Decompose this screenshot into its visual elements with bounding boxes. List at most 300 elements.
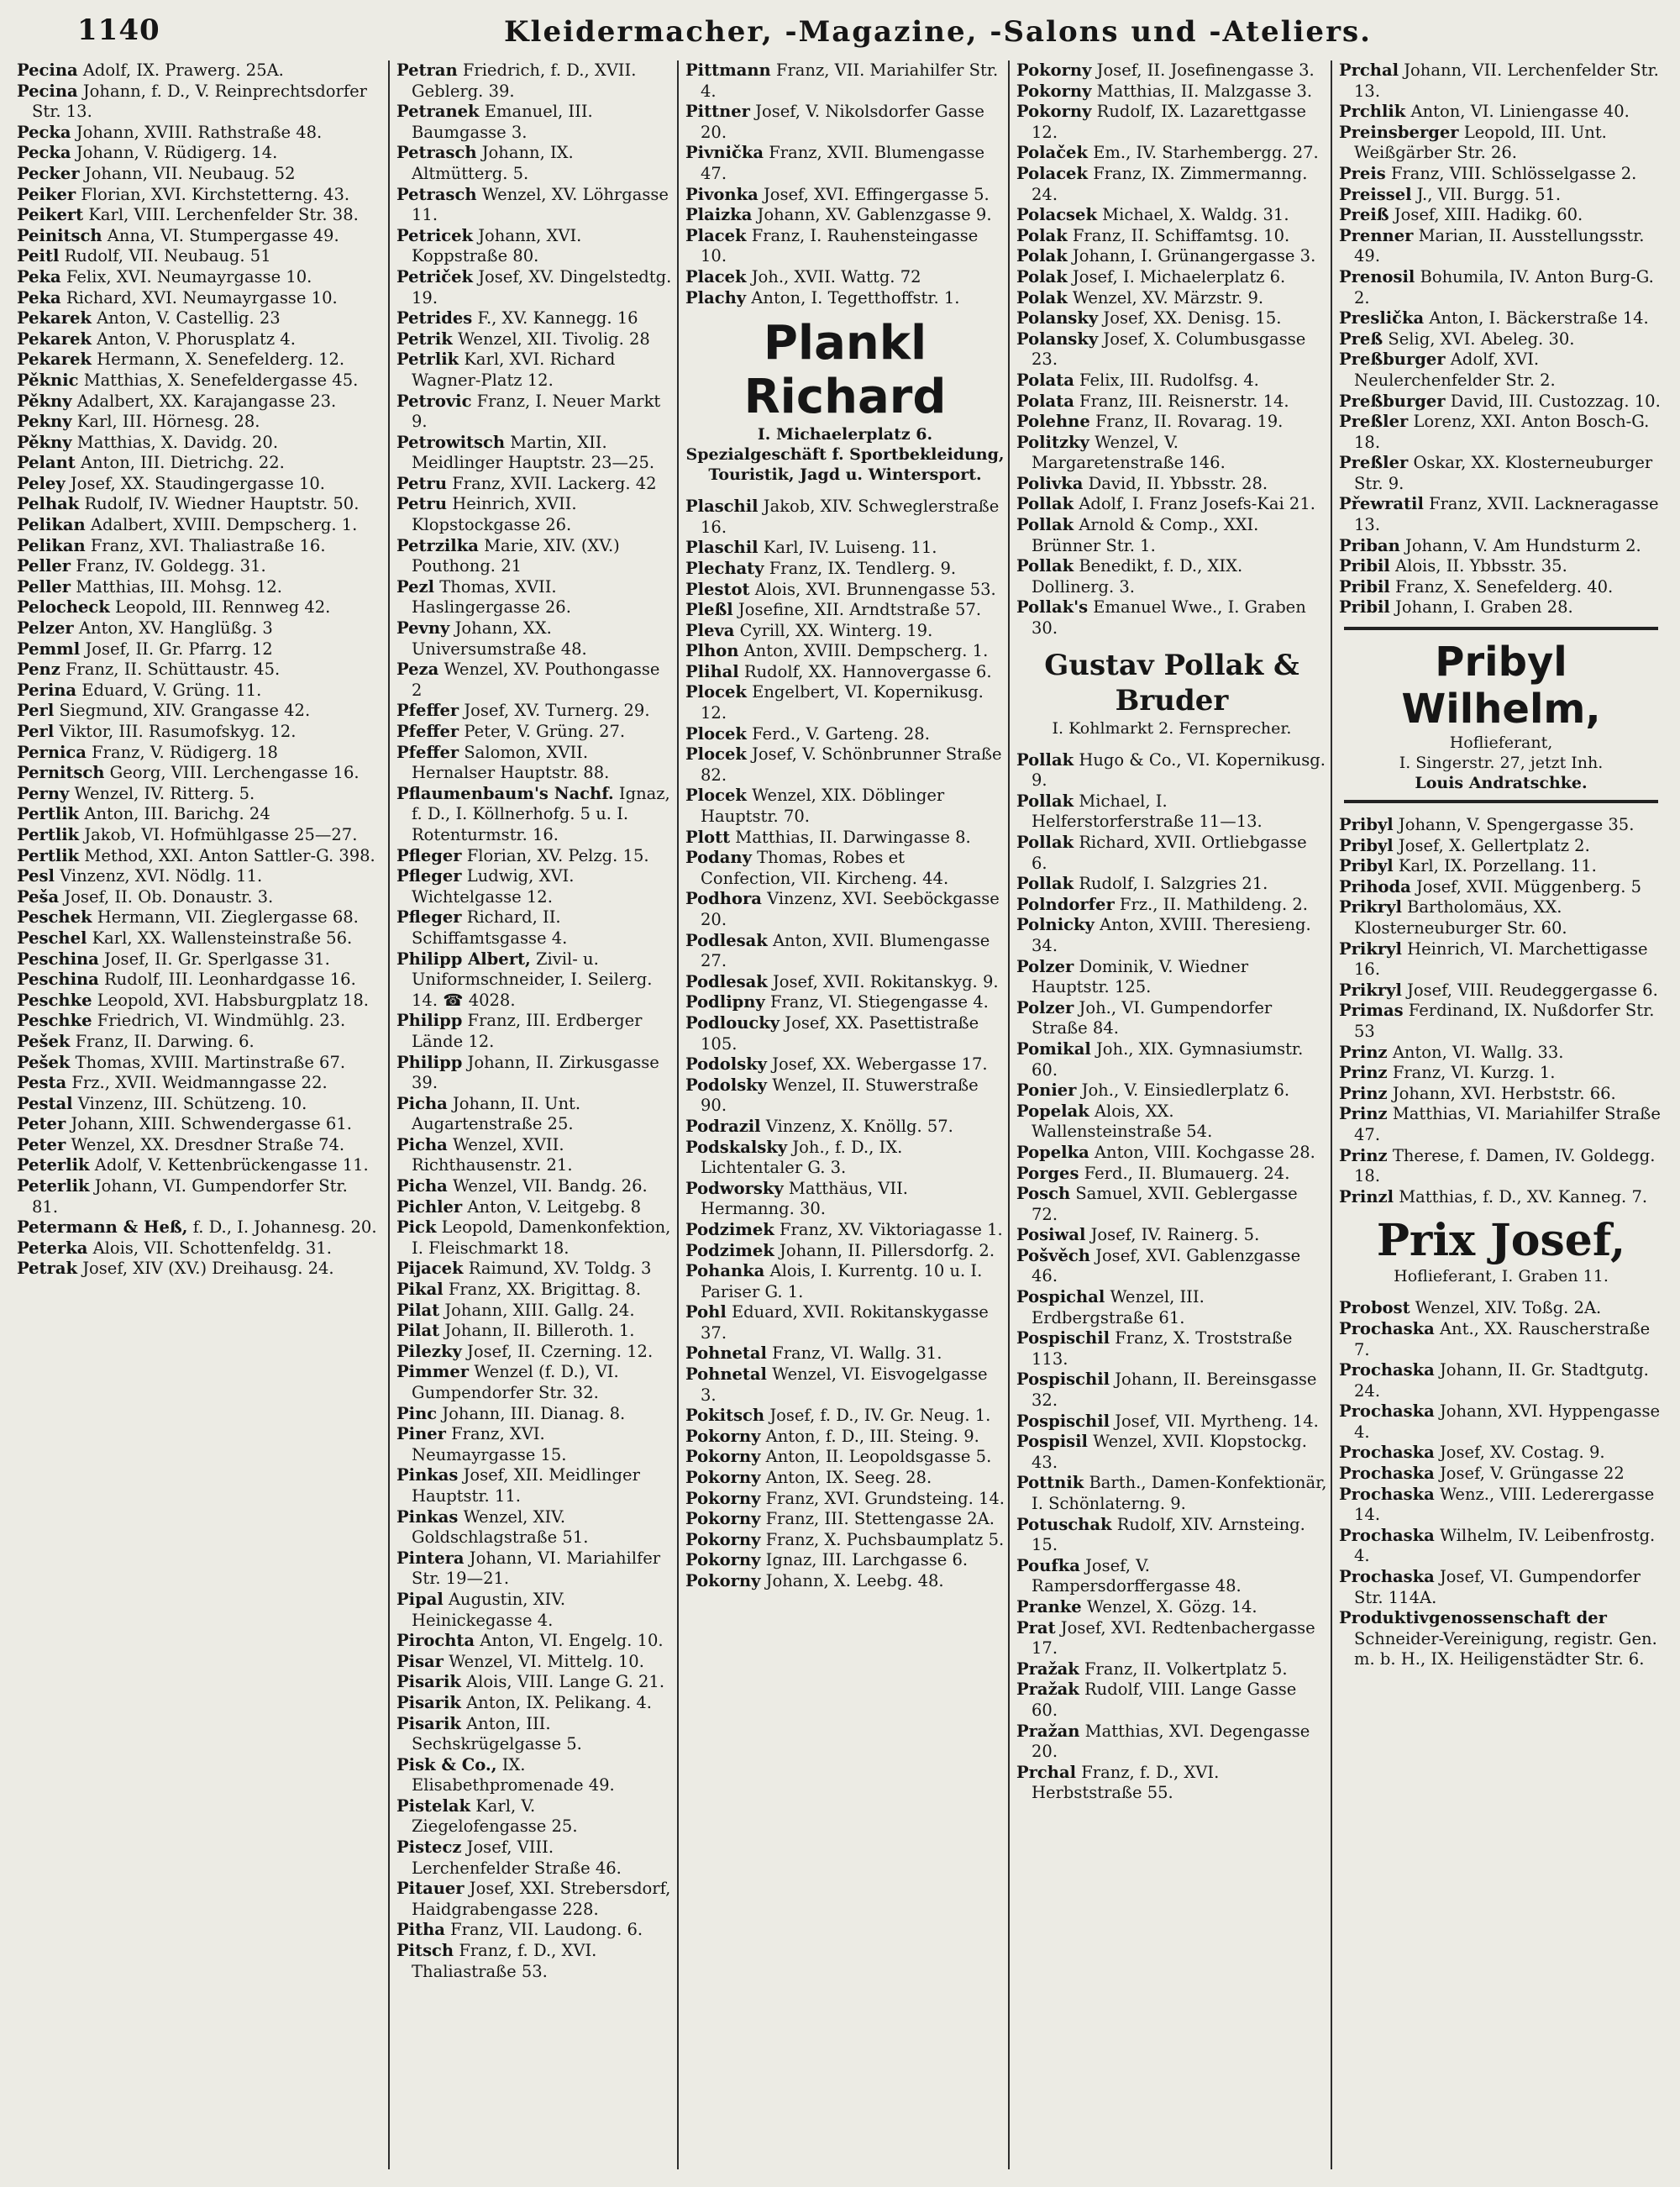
entry-surname: Pollak	[1016, 749, 1074, 770]
column-4	[1008, 60, 1327, 2169]
directory-entry	[685, 1220, 1005, 1241]
entry-details: Barth., Damen-Konfektionär, I. Schönlaterng. 9.	[1032, 1473, 1327, 1513]
entry-surname: Peterlik	[17, 1155, 90, 1175]
directory-entry	[17, 494, 378, 515]
entry-surname: Primas	[1339, 1001, 1404, 1021]
ad-line: Spezialgeschäft f. Sportbekleidung, Touristik, Jagd u. Wintersport.	[685, 445, 1005, 485]
entry-surname: Pleßl	[685, 600, 733, 620]
directory-entry	[17, 392, 378, 413]
directory-entry	[17, 267, 378, 288]
directory-entry	[1016, 1412, 1327, 1433]
entry-surname: Perl	[17, 722, 55, 741]
entry-surname: Poufka	[1016, 1555, 1080, 1575]
directory-entry	[17, 1176, 378, 1217]
directory-entry	[1016, 205, 1327, 226]
entry-surname: Peterka	[17, 1238, 88, 1258]
entry-details: Franz, VI. Kurzg. 1.	[1392, 1063, 1556, 1083]
entry-surname: Prochaska	[1339, 1318, 1435, 1338]
entry-details: Alois, VIII. Lange G. 21.	[466, 1672, 665, 1692]
directory-entry	[685, 1509, 1005, 1530]
directory-entry	[685, 786, 1005, 827]
directory-entry	[396, 60, 674, 102]
entry-details: Wenzel, XII. Tivolig. 28	[457, 329, 650, 349]
entry-surname: Polata	[1016, 370, 1074, 390]
entry-surname: Pintera	[396, 1548, 465, 1568]
directory-entry	[1339, 815, 1663, 836]
entry-surname: Petriček	[396, 266, 474, 287]
entry-surname: Peša	[17, 886, 60, 907]
entry-details: Karl, IX. Porzellang. 11.	[1398, 856, 1597, 876]
directory-entry	[1016, 1101, 1327, 1143]
entry-surname: Podhora	[685, 889, 762, 909]
entry-details: Matthias, II. Darwingasse 8.	[735, 827, 971, 847]
entry-surname: Plhon	[685, 641, 739, 661]
entry-details: Anton, f. D., III. Steing. 9.	[765, 1426, 979, 1446]
directory-entry	[685, 641, 1005, 662]
entry-surname: Plocek	[685, 786, 747, 806]
entry-details: Bartholomäus, XX. Klosterneuburger Str. 60.	[1354, 897, 1567, 938]
entry-surname: Pecka	[17, 143, 71, 163]
entry-surname: Podworsky	[685, 1178, 784, 1198]
entry-details: Wenzel, XV. Löhrgasse 11.	[412, 184, 669, 225]
directory-entry	[685, 848, 1005, 889]
entry-details: Raimund, XV. Toldg. 3	[468, 1259, 652, 1279]
directory-entry	[396, 1548, 674, 1590]
entry-details: Heinrich, XVII. Klopstockgasse 26.	[412, 494, 577, 535]
entry-surname: Prinz	[1339, 1145, 1388, 1165]
entry-surname: Pikal	[396, 1280, 444, 1300]
entry-details: Josef, XVI. Redtenbachergasse 17.	[1032, 1617, 1315, 1659]
entry-surname: Plocek	[685, 744, 747, 765]
directory-entry	[396, 1424, 674, 1465]
entry-surname: Pollak	[1016, 556, 1074, 576]
entry-surname: Ponier	[1016, 1080, 1077, 1101]
entry-details: Franz, XVI. Thaliastraße 16.	[90, 535, 326, 555]
entry-surname: Pekarek	[17, 350, 92, 370]
entry-details: Matthias, XVI. Degengasse 20.	[1032, 1721, 1310, 1762]
directory-entry	[1339, 556, 1663, 577]
entry-surname: Plaschil	[685, 538, 759, 558]
directory-entry	[396, 1672, 674, 1693]
directory-entry	[396, 846, 674, 867]
directory-entry	[396, 1217, 674, 1259]
directory-entry	[685, 662, 1005, 683]
directory-entry	[396, 1941, 674, 1982]
entry-details: Wenzel, XX. Dresdner Straße 74.	[71, 1134, 345, 1154]
directory-entry	[685, 1343, 1005, 1364]
directory-entry	[396, 1590, 674, 1631]
entry-details: Franz, VII. Mariahilfer Str. 4.	[701, 60, 999, 101]
entry-details: Franz, VI. Wallg. 31.	[772, 1343, 942, 1364]
directory-entry	[17, 577, 378, 598]
directory-entry	[1016, 246, 1327, 267]
entry-surname: Prchal	[1339, 60, 1399, 80]
entry-details: Wenzel, V. Margaretenstraße 146.	[1032, 432, 1226, 473]
entry-details: Johann, V. Am Hundsturm 2.	[1405, 535, 1641, 555]
entry-surname: Pribyl	[1339, 856, 1394, 876]
entry-surname: Philipp Albert,	[396, 949, 531, 969]
entry-details: Anton, II. Leopoldsgasse 5.	[765, 1447, 992, 1467]
entry-details: Wenzel, III. Erdbergstraße 61.	[1032, 1287, 1205, 1327]
entry-details: Joh., XIX. Gymnasiumstr. 60.	[1032, 1038, 1304, 1080]
directory-entry	[1339, 1360, 1663, 1401]
entry-surname: Peza	[396, 660, 439, 680]
directory-entry	[396, 1259, 674, 1280]
advertisement	[685, 317, 1005, 485]
entry-details: Josef, XIII. Hadikg. 60.	[1394, 205, 1583, 225]
entry-surname: Pranke	[1016, 1596, 1082, 1617]
entry-details: Wenzel (f. D.), VI. Gumpendorfer Str. 32.	[412, 1362, 619, 1402]
entry-details: Marie, XIV. (XV.) Pouthong. 21	[412, 535, 620, 576]
entry-details: Josef, f. D., IV. Gr. Neug. 1.	[769, 1406, 991, 1426]
entry-details: IX. Elisabethpromenade 49.	[412, 1754, 615, 1795]
entry-details: Franz, XVI. Grundsteing. 14.	[765, 1488, 1005, 1508]
entry-details: Vinzenz, XVI. Seeböckgasse 20.	[701, 889, 1000, 929]
entry-details: Anton, III. Sechskrügelgasse 5.	[412, 1713, 582, 1754]
entry-details: Alois, I. Kurrentg. 10 u. I. Pariser G. 1.	[701, 1261, 983, 1301]
entry-surname: Pollak	[1016, 515, 1074, 535]
entry-surname: Penz	[17, 660, 60, 680]
directory-entry	[1016, 164, 1327, 205]
entry-details: Alois, VII. Schottenfeldg. 31.	[92, 1238, 332, 1258]
entry-surname: Plestot	[685, 579, 750, 599]
entry-surname: Petran	[396, 60, 458, 80]
directory-entry	[1339, 185, 1663, 206]
directory-entry	[1016, 1287, 1327, 1328]
entry-details: Josef, II. Czerning. 12.	[467, 1341, 654, 1361]
directory-entry	[1016, 1680, 1327, 1721]
entry-surname: Pospisil	[1016, 1432, 1088, 1452]
directory-entry	[1339, 392, 1663, 413]
entry-details: Michael, I. Helferstorferstraße 11—13.	[1032, 791, 1263, 832]
directory-entry	[1016, 1597, 1327, 1618]
directory-entry	[1016, 1473, 1327, 1514]
directory-entry	[685, 744, 1005, 786]
directory-entry	[17, 246, 378, 267]
directory-entry	[685, 143, 1005, 184]
entry-details: Josef, XVI. Effingergasse 5.	[763, 184, 990, 204]
directory-entry	[17, 1135, 378, 1156]
directory-entry	[17, 1011, 378, 1032]
directory-entry	[17, 701, 378, 722]
entry-details: Anton, V. Phorusplatz 4.	[97, 329, 296, 349]
entry-surname: Produktivgenossenschaft der	[1339, 1608, 1607, 1628]
directory-entry	[1339, 123, 1663, 164]
entry-details: Johann, V. Rüdigerg. 14.	[76, 143, 278, 163]
entry-surname: Preissel	[1339, 184, 1412, 204]
entry-details: Josef, X. Columbusgasse 23.	[1032, 329, 1306, 370]
entry-details: Richard, XVI. Neumayrgasse 10.	[66, 287, 338, 308]
entry-surname: Polivka	[1016, 473, 1084, 493]
directory-entry	[1016, 957, 1327, 998]
entry-surname: Pistecz	[396, 1837, 462, 1858]
entry-surname: Pisarik	[396, 1672, 461, 1692]
entry-details: Hugo & Co., VI. Kopernikusg. 9.	[1032, 749, 1326, 791]
entry-details: Josef, X. Gellertplatz 2.	[1398, 835, 1590, 855]
directory-entry	[17, 556, 378, 577]
entry-details: Rudolf, IV. Wiedner Hauptstr. 50.	[84, 494, 360, 514]
entry-surname: Polzer	[1016, 956, 1074, 976]
directory-entry	[17, 949, 378, 970]
directory-entry	[1339, 856, 1663, 877]
entry-surname: Peka	[17, 287, 61, 308]
directory-entry	[685, 288, 1005, 309]
directory-entry	[1016, 288, 1327, 309]
directory-entry	[1339, 1443, 1663, 1464]
directory-entry	[685, 185, 1005, 206]
entry-details: David, II. Ybbsstr. 28.	[1088, 473, 1268, 493]
entry-surname: Pěkny	[17, 391, 72, 411]
entry-surname: Polansky	[1016, 329, 1099, 349]
directory-entry	[396, 866, 674, 907]
entry-surname: Politzky	[1016, 432, 1089, 452]
directory-entry	[17, 123, 378, 144]
entry-details: Wenzel, XIV. Toßg. 2A.	[1415, 1298, 1602, 1318]
advertisement	[1339, 627, 1663, 803]
entry-details: Josefine, XII. Arndtstraße 57.	[738, 600, 982, 620]
directory-entry	[17, 639, 378, 660]
entry-details: Rudolf, IX. Lazarettgasse 12.	[1032, 102, 1306, 142]
directory-entry	[17, 825, 378, 846]
directory-entry	[396, 1920, 674, 1941]
entry-details: Ignaz, III. Larchgasse 6.	[765, 1550, 969, 1570]
directory-entry	[1016, 1659, 1327, 1680]
entry-details: Johann, XIII. Gallg. 24.	[444, 1300, 635, 1320]
entry-details: Johann, X. Leebg. 48.	[765, 1571, 944, 1590]
entry-surname: Pokorny	[685, 1550, 761, 1570]
entry-surname: Pitsch	[396, 1941, 454, 1961]
entry-details: Franz, III. Erdberger Lände 12.	[412, 1011, 643, 1051]
directory-entry	[1016, 915, 1327, 956]
directory-entry	[1339, 1104, 1663, 1145]
column-2	[388, 60, 674, 2169]
directory-entry	[1339, 1063, 1663, 1084]
entry-surname: Petrzilka	[396, 535, 479, 555]
entry-details: Franz, XV. Viktoriagasse 1.	[780, 1219, 1003, 1239]
entry-details: Frz., XVII. Weidmanngasse 22.	[71, 1073, 328, 1093]
entry-surname: Pekny	[17, 412, 72, 432]
directory-entry	[685, 1054, 1005, 1075]
entry-surname: Pokorny	[685, 1488, 761, 1508]
directory-entry	[1339, 1567, 1663, 1608]
advertisement	[1016, 648, 1327, 739]
directory-entry	[17, 804, 378, 825]
directory-entry	[17, 887, 378, 908]
entry-details: Jakob, VI. Hofmühlgasse 25—27.	[84, 824, 358, 844]
entry-surname: Prochaska	[1339, 1360, 1435, 1380]
entry-details: Franz, IX. Tendlerg. 9.	[769, 558, 957, 578]
directory-entry	[1339, 1464, 1663, 1485]
entry-details: Franz, XX. Brigittag. 8.	[448, 1280, 642, 1300]
entry-details: Siegmund, XIV. Grangasse 42.	[59, 701, 311, 721]
entry-surname: Pražak	[1016, 1680, 1079, 1700]
entry-surname: Peschina	[17, 949, 99, 969]
directory-entry	[1339, 102, 1663, 123]
directory-entry	[685, 889, 1005, 930]
entry-details: Johann, II. Pillersdorfg. 2.	[780, 1240, 995, 1260]
directory-entry	[1016, 1039, 1327, 1080]
entry-surname: Pick	[396, 1217, 437, 1238]
entry-details: Wenzel, XV. Pouthongasse 2	[412, 660, 660, 700]
directory-entry	[396, 1135, 674, 1176]
entry-details: Josef, VIII. Lerchenfelder Straße 46.	[412, 1837, 622, 1878]
directory-entry	[685, 1179, 1005, 1220]
entry-details: Anton, V. Leitgebg. 8	[467, 1196, 642, 1217]
entry-surname: Pichler	[396, 1196, 463, 1217]
entry-details: Rudolf, VII. Neubaug. 51	[64, 246, 271, 266]
entry-surname: Pospischil	[1016, 1411, 1110, 1431]
directory-entry	[1339, 1001, 1663, 1042]
entry-details: Anton, IX. Seeg. 28.	[765, 1468, 932, 1488]
directory-entry	[1016, 833, 1327, 874]
entry-surname: Pokorny	[685, 1426, 761, 1446]
entry-details: Josef, XX. Webergasse 17.	[772, 1054, 988, 1075]
entry-surname: Probost	[1339, 1298, 1410, 1318]
directory-entry	[396, 660, 674, 701]
entry-surname: Pivonka	[685, 184, 759, 204]
entry-surname: Prchal	[1016, 1762, 1077, 1782]
entry-surname: Pecina	[17, 81, 78, 101]
entry-details: Josef, II. Gr. Pfarrg. 12	[85, 639, 273, 659]
directory-entry	[17, 1032, 378, 1053]
directory-entry	[17, 866, 378, 887]
entry-surname: Pomikal	[1016, 1038, 1091, 1059]
entry-details: Josef, XVI. Gablenzgasse 46.	[1032, 1245, 1301, 1286]
entry-details: Johann, II. Gr. Stadtgutg. 24.	[1354, 1360, 1649, 1401]
directory-entry	[1339, 205, 1663, 226]
directory-entry	[396, 907, 674, 949]
entry-surname: Podskalsky	[685, 1137, 788, 1157]
directory-entry	[396, 784, 674, 846]
entry-details: Georg, VIII. Lerchengasse 16.	[109, 763, 360, 783]
entry-details: Johann, XVI. Hyppengasse 4.	[1354, 1401, 1661, 1442]
entry-surname: Peschina	[17, 970, 99, 990]
entry-surname: Pfeffer	[396, 742, 459, 762]
entry-details: Jakob, XIV. Schweglerstraße 16.	[701, 497, 1000, 537]
directory-entry	[17, 205, 378, 226]
entry-details: Anton, XVII. Blumengasse 27.	[701, 930, 990, 971]
entry-surname: Petrasch	[396, 184, 477, 204]
directory-entry	[17, 1053, 378, 1074]
entry-details: Adalbert, XVIII. Dempscherg. 1.	[90, 515, 358, 535]
entry-surname: Polata	[1016, 391, 1074, 411]
entry-surname: Pfeffer	[396, 722, 459, 741]
entry-details: Anton, I. Bäckerstraße 14.	[1429, 308, 1649, 329]
entry-details: Augustin, XIV. Heinickegasse 4.	[412, 1589, 566, 1630]
entry-details: Johann, XV. Gablenzgasse 9.	[757, 205, 992, 225]
entry-details: Richard, II. Schiffamtsgasse 4.	[412, 907, 568, 948]
entry-surname: Pisarik	[396, 1713, 461, 1733]
directory-entry	[17, 928, 378, 949]
entry-details: Josef, XIV (XV.) Dreihausg. 24.	[82, 1259, 334, 1279]
entry-surname: Podlesak	[685, 930, 768, 950]
entry-details: Friedrich, VI. Windmühlg. 23.	[97, 1011, 346, 1031]
directory-entry	[396, 949, 674, 1012]
entry-surname: Pernica	[17, 742, 87, 762]
directory-entry	[1339, 350, 1663, 391]
directory-entry	[17, 433, 378, 454]
directory-entry	[1339, 308, 1663, 329]
entry-surname: Peller	[17, 576, 71, 597]
entry-surname: Pistelak	[396, 1795, 471, 1816]
entry-surname: Peterlik	[17, 1176, 90, 1196]
directory-entry	[1016, 895, 1327, 916]
entry-surname: Pollak	[1016, 791, 1074, 811]
directory-entry	[17, 185, 378, 206]
entry-surname: Preiß	[1339, 205, 1389, 225]
directory-entry	[396, 1404, 674, 1425]
entry-surname: Pollak's	[1016, 597, 1089, 618]
entry-details: Johann, XX. Universumstraße 48.	[412, 618, 587, 659]
entry-surname: Pilat	[396, 1321, 440, 1341]
entry-surname: Prochaska	[1339, 1567, 1435, 1587]
directory-entry	[396, 1053, 674, 1094]
directory-entry	[17, 1259, 378, 1280]
directory-entry	[1339, 1485, 1663, 1526]
directory-entry	[1016, 60, 1327, 81]
entry-details: Bohumila, IV. Anton Burg-G. 2.	[1354, 266, 1654, 308]
directory-entry	[17, 371, 378, 392]
directory-entry	[1339, 1298, 1663, 1319]
entry-surname: Pokorny	[685, 1468, 761, 1488]
directory-entry	[1339, 897, 1663, 938]
entry-details: Adolf, V. Kettenbrückengasse 11.	[94, 1155, 369, 1175]
directory-entry	[396, 722, 674, 743]
entry-details: Anton, VI. Liniengasse 40.	[1410, 102, 1630, 122]
entry-surname: Pelikan	[17, 535, 86, 555]
directory-entry	[1016, 226, 1327, 247]
entry-details: Em., IV. Starhembergg. 27.	[1093, 143, 1319, 163]
entry-details: Anton, VI. Wallg. 33.	[1392, 1042, 1564, 1062]
directory-entry	[396, 185, 674, 226]
entry-surname: Pokorny	[685, 1509, 761, 1529]
entry-details: Franz, XVII. Lackneragasse 13.	[1354, 494, 1659, 535]
entry-details: Josef, V. Rampersdorffergasse 48.	[1032, 1555, 1242, 1596]
directory-entry	[17, 1094, 378, 1115]
entry-details: Salomon, XVII. Hernalser Hauptstr. 88.	[412, 742, 610, 783]
directory-entry	[1339, 536, 1663, 557]
directory-entry	[17, 60, 378, 81]
entry-details: Anton, XV. Hanglüßg. 3	[78, 618, 273, 639]
entry-surname: Pešek	[17, 1052, 71, 1072]
directory-entry	[396, 1301, 674, 1322]
entry-details: Johann, VI. Mariahilfer Str. 19—21.	[412, 1548, 661, 1589]
entry-surname: Pflaumenbaum's Nachf.	[396, 783, 614, 803]
entry-surname: Pisar	[396, 1651, 444, 1671]
entry-surname: Plaschil	[685, 497, 759, 517]
directory-entry	[1016, 998, 1327, 1039]
entry-details: Johann, VI. Gumpendorfer Str. 81.	[32, 1176, 348, 1217]
entry-surname: Potuschak	[1016, 1514, 1112, 1534]
entry-details: Karl, XX. Wallensteinstraße 56.	[92, 928, 353, 948]
directory-entry	[396, 1342, 674, 1363]
entry-surname: Petrik	[396, 329, 453, 349]
entry-details: Wenzel, VI. Eisvogelgasse 3.	[701, 1364, 988, 1405]
entry-details: Josef, IV. Rainerg. 5.	[1090, 1225, 1260, 1245]
entry-surname: Pezl	[396, 576, 435, 597]
directory-entry	[17, 597, 378, 618]
directory-entry	[17, 412, 378, 433]
entry-details: Franz, I. Neuer Markt 9.	[412, 391, 661, 432]
directory-entry	[685, 828, 1005, 849]
directory-entry	[1016, 81, 1327, 103]
entry-details: Leopold, III. Rennweg 42.	[115, 597, 331, 618]
entry-surname: Pecina	[17, 60, 78, 80]
entry-surname: Polacek	[1016, 163, 1088, 183]
entry-details: Therese, f. Damen, IV. Goldegg. 18.	[1354, 1145, 1656, 1186]
directory-entry	[1339, 980, 1663, 1001]
directory-entry	[17, 143, 378, 164]
